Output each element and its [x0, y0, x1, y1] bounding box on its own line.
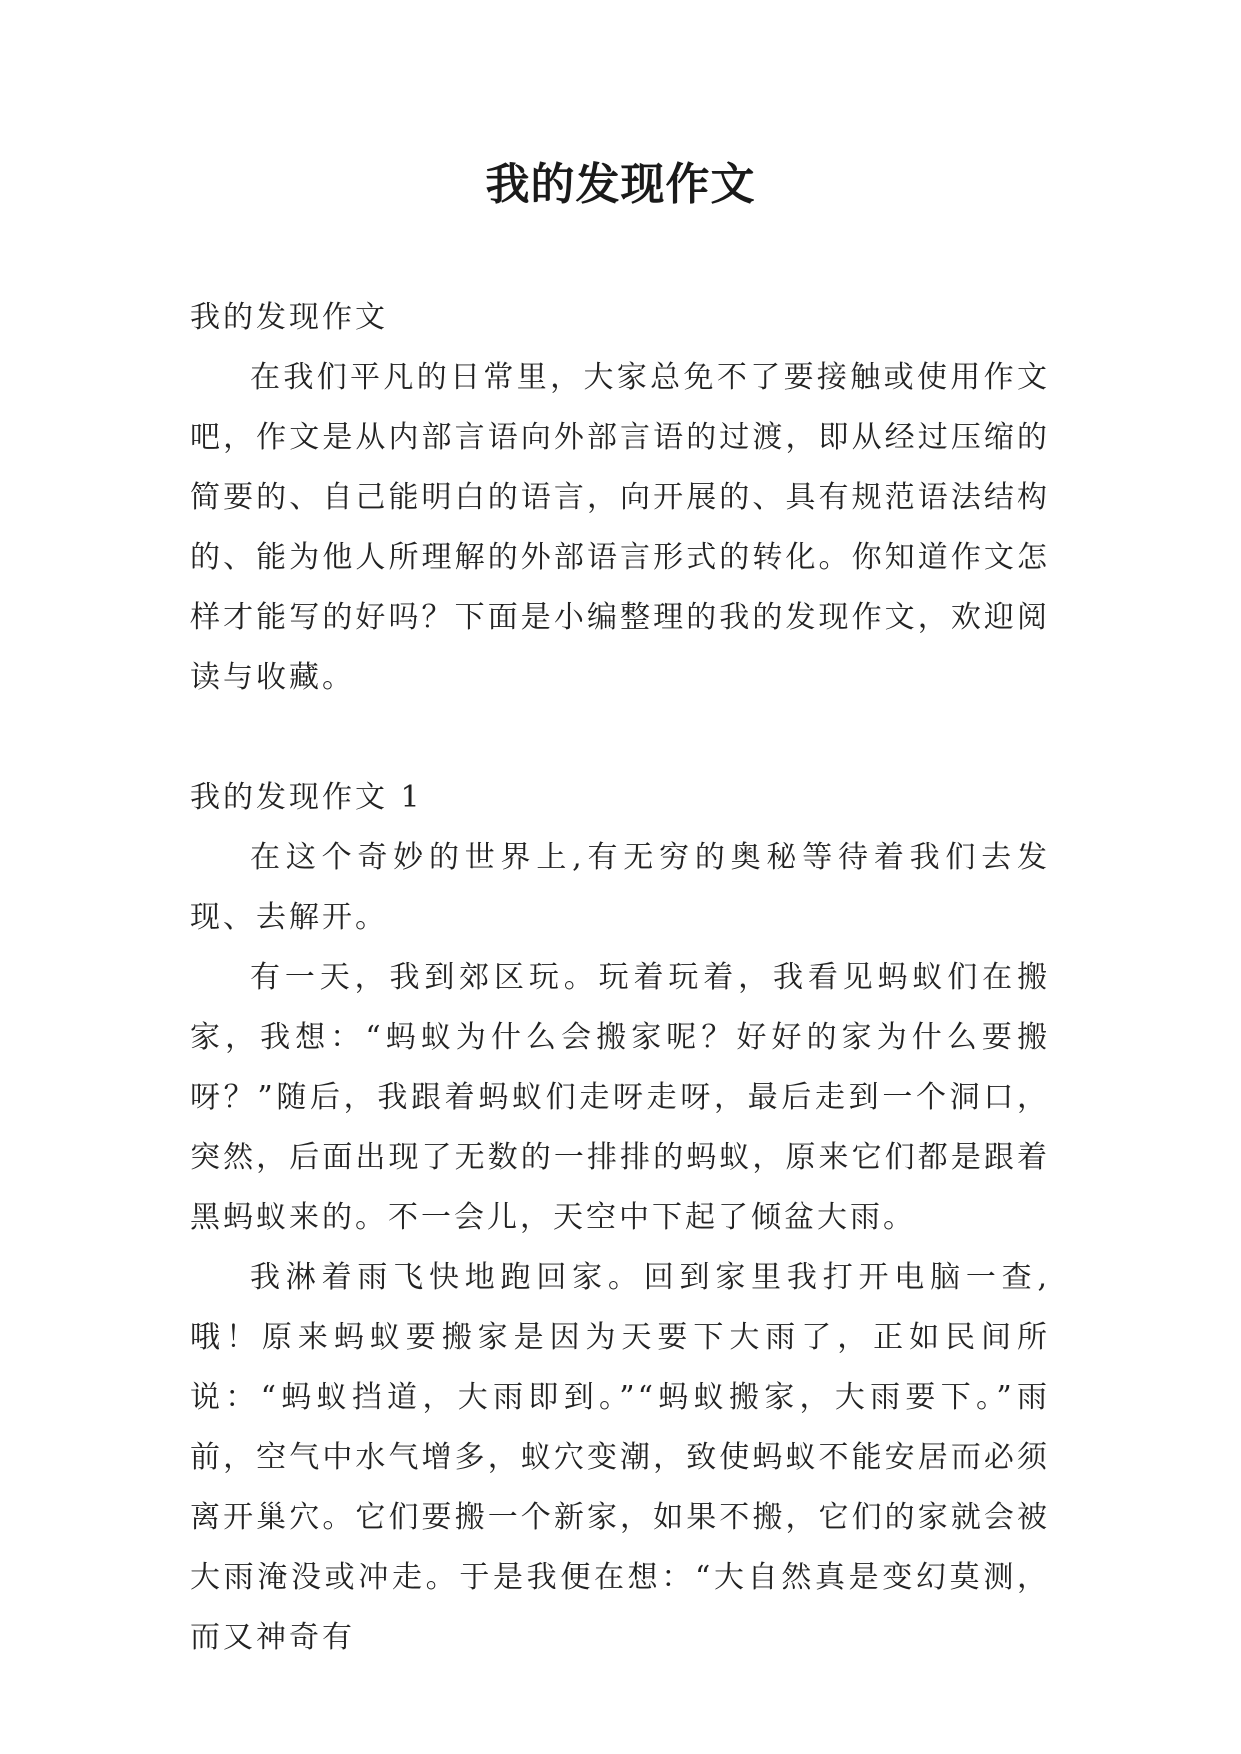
section-heading: 我的发现作文 — [190, 300, 388, 335]
body-paragraph: 我淋着雨飞快地跑回家。回到家里我打开电脑一查,哦！原来蚂蚁要搬家是因为天要下大雨了，正如民间所说：“蚂蚁挡道，大雨即到。”“蚂蚁搬家，大雨要下。”雨前，空气中水气增多，蚁穴变潮，致使蚂蚁不能安居而必须离开巢穴。它们要搬一个新家，如果不搬，它们的家就会被大雨淹没或冲走。于是我便在想：“大自然真是变幻莫测，而又神奇有 — [190, 1260, 1050, 1655]
body-paragraph: 在这个奇妙的世界上,有无穷的奥秘等待着我们去发现、去解开。 — [190, 840, 1050, 935]
section-spacer — [190, 708, 1050, 768]
body-paragraph: 有一天，我到郊区玩。玩着玩着，我看见蚂蚁们在搬家，我想：“蚂蚁为什么会搬家呢？好好的家为什么要搬呀？”随后，我跟着蚂蚁们走呀走呀，最后走到一个洞口，突然，后面出现了无数的一排排的蚂蚁，原来它们都是跟着黑蚂蚁来的。不一会儿，天空中下起了倾盆大雨。 — [190, 960, 1050, 1235]
intro-paragraph: 在我们平凡的日常里，大家总免不了要接触或使用作文吧，作文是从内部言语向外部言语的过渡，即从经过压缩的简要的、自己能明白的语言，向开展的、具有规范语法结构的、能为他人所理解的外部语言形式的转化。你知道作文怎样才能写的好吗？下面是小编整理的我的发现作文，欢迎阅读与收藏。 — [190, 360, 1050, 695]
document-title: 我的发现作文 — [485, 159, 756, 210]
document-body — [190, 288, 1050, 1668]
section-heading: 我的发现作文 1 — [190, 780, 423, 815]
